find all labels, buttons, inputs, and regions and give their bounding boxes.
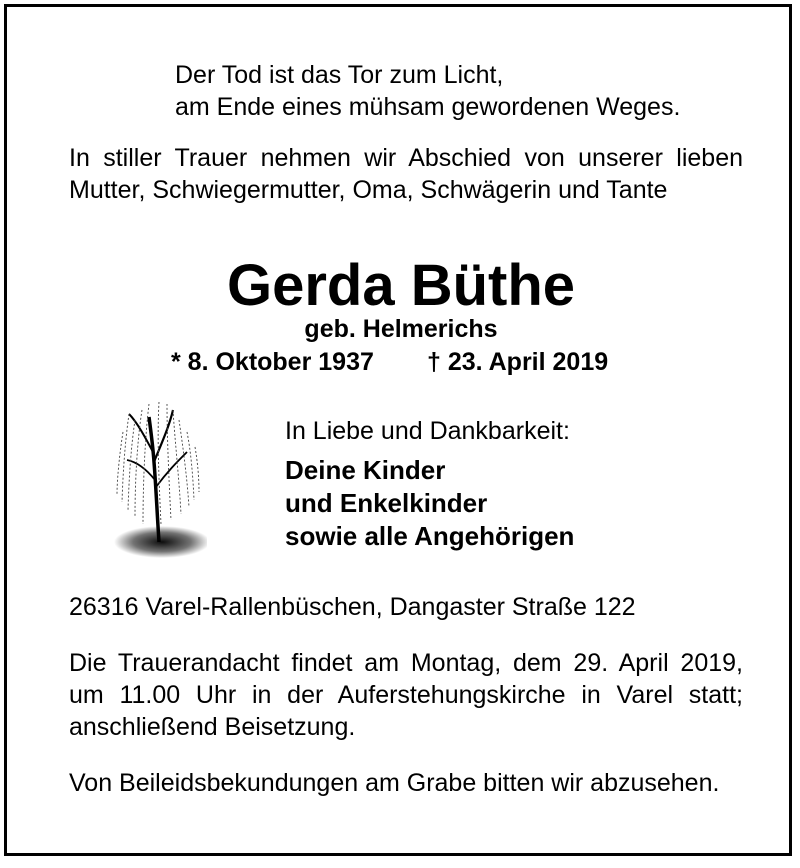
deceased-name: Gerda Büthe (226, 253, 576, 318)
poem-line: am Ende eines mühsam gewordenen Weges. (175, 93, 681, 121)
poem (175, 59, 680, 123)
death-date: † 23. April 2019 (427, 348, 609, 376)
address: 26316 Varel-Rallenbüschen, Dangaster Straße 122 (69, 593, 636, 621)
condolence-note: Von Beileidsbekundungen am Grabe bitten wir abzusehen. (69, 769, 720, 797)
born-name: geb. Helmerichs (304, 315, 498, 343)
mourners-line: Deine Kinder (285, 455, 446, 485)
birth-date: * 8. Oktober 1937 (171, 348, 374, 376)
obituary-notice (4, 4, 792, 856)
mourners-list (285, 454, 574, 553)
service-info: Die Trauerandacht findet am Montag, dem 29. April 2019, um 11.00 Uhr in der Auferstehungskirche in Varel statt; anschließend Beisetzung. (69, 649, 743, 741)
poem-line: Der Tod ist das Tor zum Licht, (175, 61, 504, 89)
mourners-intro: In Liebe und Dankbarkeit: (285, 417, 570, 445)
mourners-line: und Enkelkinder (285, 488, 488, 518)
intro-text: In stiller Trauer nehmen wir Abschied von unserer lieben Mutter, Schwiegermutter, Oma, Schwägerin und Tante (69, 144, 743, 204)
mourners-line: sowie alle Angehörigen (285, 521, 575, 551)
weeping-willow-icon (107, 392, 207, 562)
